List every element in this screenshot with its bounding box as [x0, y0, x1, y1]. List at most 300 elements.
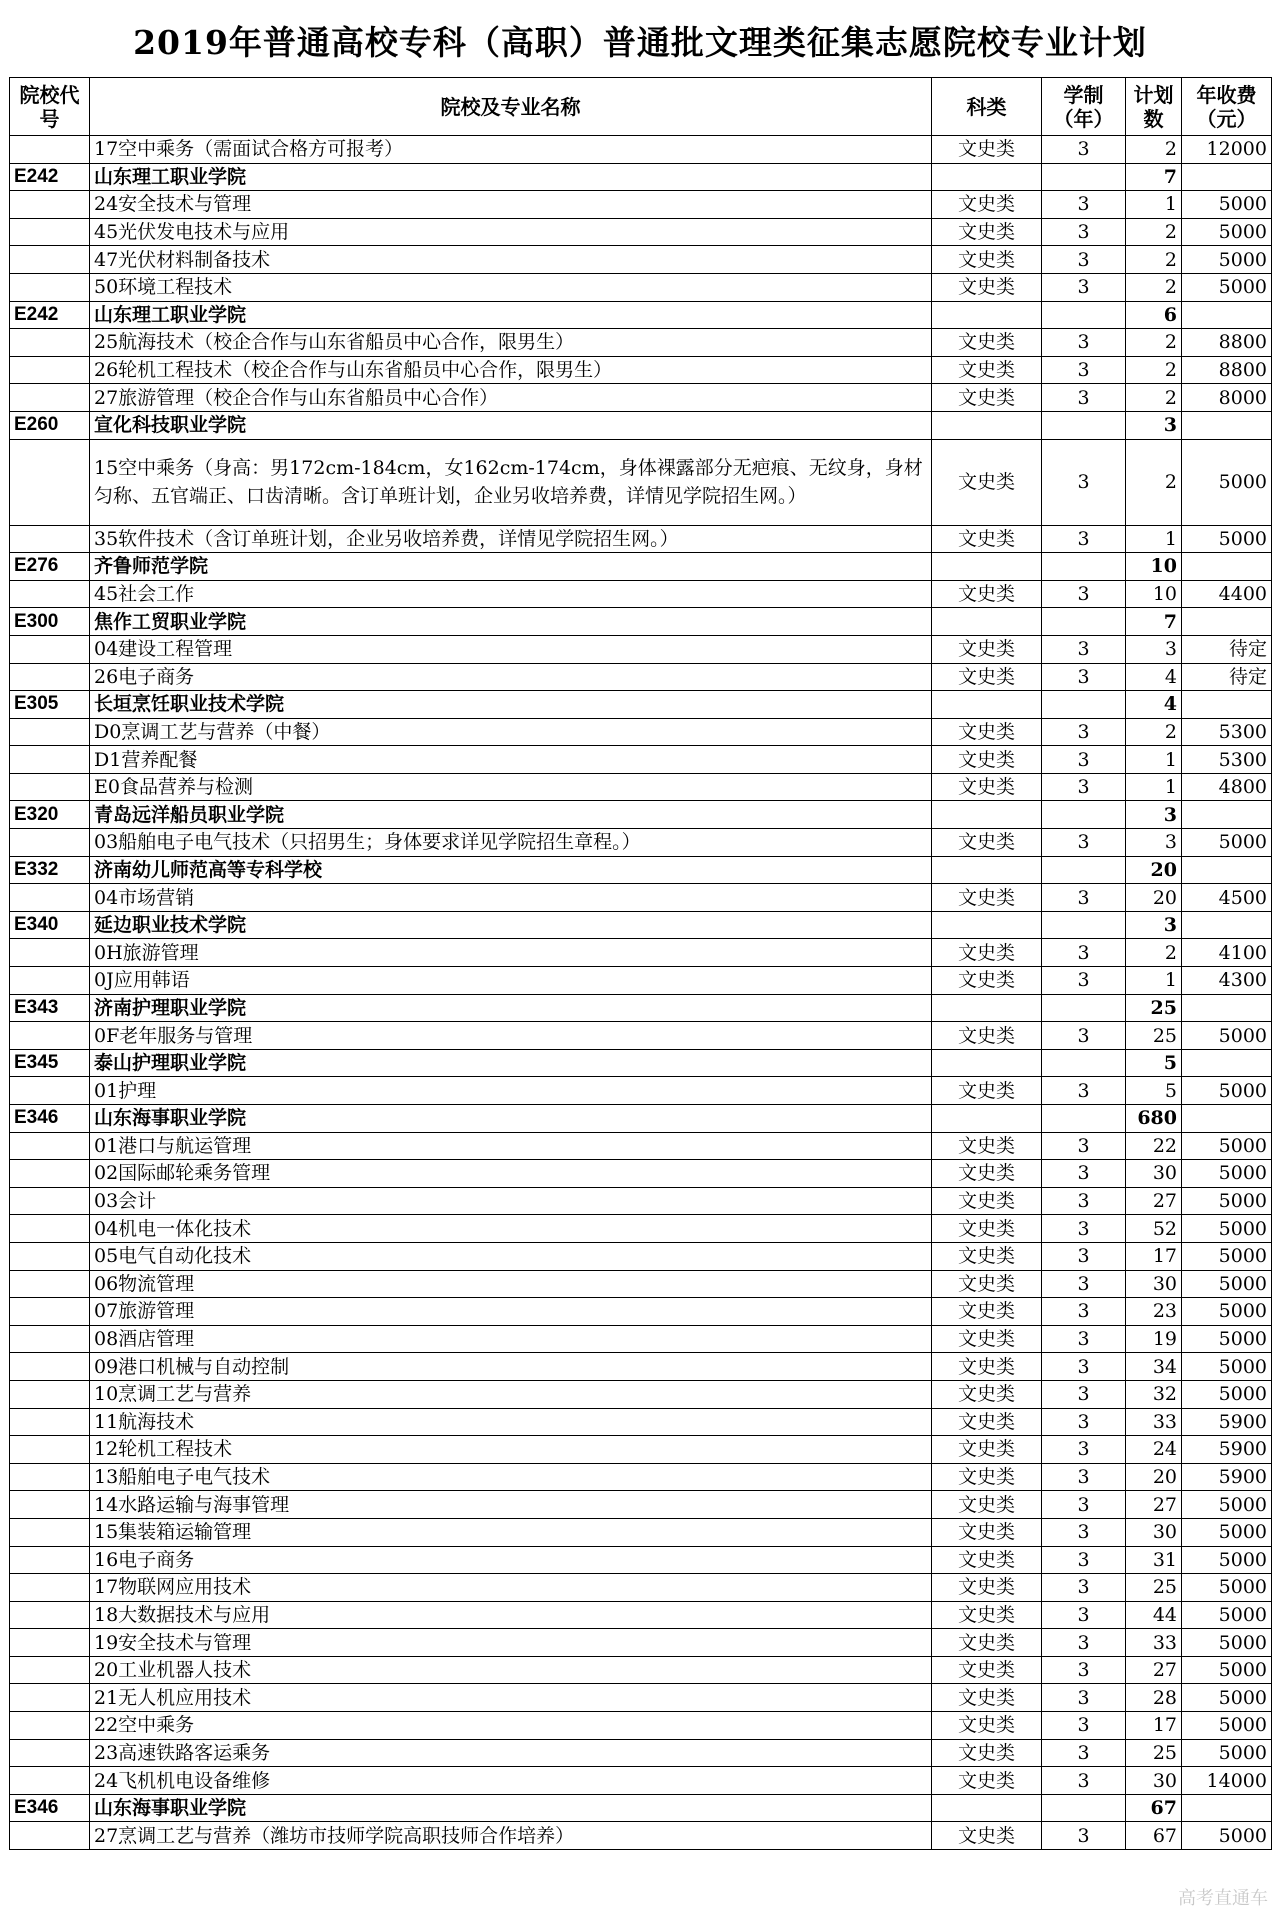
major-name-cell: 04市场营销: [90, 884, 932, 912]
school-code-cell: [10, 829, 90, 857]
major-row: [10, 1380, 1272, 1408]
category-cell: 文史类: [932, 1298, 1042, 1326]
major-name-cell: 21无人机应用技术: [90, 1684, 932, 1712]
plan-count-cell: 4: [1126, 663, 1182, 691]
plan-count-cell: 1: [1126, 525, 1182, 553]
school-code-cell: [10, 1242, 90, 1270]
fee-cell: 8000: [1182, 384, 1272, 412]
years-cell: 3: [1042, 1629, 1126, 1657]
school-code-cell: [10, 1215, 90, 1243]
plan-total-cell: 10: [1126, 553, 1182, 581]
school-code-cell: [10, 1656, 90, 1684]
fee-cell: [1182, 608, 1272, 636]
major-name-cell: 14水路运输与海事管理: [90, 1491, 932, 1519]
major-row: [10, 1270, 1272, 1298]
fee-cell: 5000: [1182, 1270, 1272, 1298]
major-name-cell: 11航海技术: [90, 1408, 932, 1436]
major-row: [10, 718, 1272, 746]
plan-total-cell: 6: [1126, 301, 1182, 329]
major-row: [10, 1822, 1272, 1850]
major-name-cell: 04建设工程管理: [90, 635, 932, 663]
major-row: [10, 1518, 1272, 1546]
category-cell: [932, 801, 1042, 829]
major-name-cell: 03船舶电子电气技术（只招男生；身体要求详见学院招生章程。）: [90, 829, 932, 857]
major-name-cell: 06物流管理: [90, 1270, 932, 1298]
fee-cell: [1182, 856, 1272, 884]
plan-count-cell: 24: [1126, 1436, 1182, 1464]
years-cell: 3: [1042, 1353, 1126, 1381]
school-code-cell: [10, 1380, 90, 1408]
school-code-cell: E340: [10, 911, 90, 939]
major-row: [10, 1353, 1272, 1381]
fee-cell: 4800: [1182, 773, 1272, 801]
school-code-cell: E332: [10, 856, 90, 884]
category-cell: 文史类: [932, 1546, 1042, 1574]
fee-cell: 12000: [1182, 136, 1272, 164]
category-cell: [932, 1105, 1042, 1133]
category-cell: 文史类: [932, 1215, 1042, 1243]
major-name-cell: 15空中乘务（身高：男172cm-184cm，女162cm-174cm，身体裸露部分无疤痕、无纹身，身材匀称、五官端正、口齿清晰。含订单班计划，企业另收培养费，详情见学院招生网。）: [90, 439, 932, 525]
major-name-cell: 0J应用韩语: [90, 967, 932, 995]
major-name-cell: 05电气自动化技术: [90, 1242, 932, 1270]
category-cell: 文史类: [932, 1739, 1042, 1767]
plan-count-cell: 3: [1126, 829, 1182, 857]
years-cell: [1042, 1049, 1126, 1077]
major-row: [10, 246, 1272, 274]
years-cell: 3: [1042, 191, 1126, 219]
major-row: [10, 1574, 1272, 1602]
category-cell: 文史类: [932, 525, 1042, 553]
category-cell: 文史类: [932, 1132, 1042, 1160]
plan-count-cell: 5: [1126, 1077, 1182, 1105]
fee-cell: [1182, 691, 1272, 719]
years-cell: 3: [1042, 773, 1126, 801]
major-name-cell: 15集装箱运输管理: [90, 1518, 932, 1546]
school-code-cell: [10, 1325, 90, 1353]
years-cell: 3: [1042, 1739, 1126, 1767]
major-row: [10, 1408, 1272, 1436]
school-code-cell: [10, 1767, 90, 1795]
major-row: [10, 356, 1272, 384]
major-row: [10, 1242, 1272, 1270]
school-name-cell: 宣化科技职业学院: [90, 411, 932, 439]
category-cell: 文史类: [932, 273, 1042, 301]
school-code-cell: [10, 1463, 90, 1491]
years-cell: [1042, 911, 1126, 939]
major-row: [10, 884, 1272, 912]
major-name-cell: 01港口与航运管理: [90, 1132, 932, 1160]
category-cell: 文史类: [932, 136, 1042, 164]
major-row: [10, 1463, 1272, 1491]
major-name-cell: 19安全技术与管理: [90, 1629, 932, 1657]
category-cell: 文史类: [932, 384, 1042, 412]
category-cell: [932, 411, 1042, 439]
school-name-cell: 山东海事职业学院: [90, 1794, 932, 1822]
years-cell: [1042, 994, 1126, 1022]
plan-total-cell: 25: [1126, 994, 1182, 1022]
school-row: [10, 1794, 1272, 1822]
years-cell: 3: [1042, 356, 1126, 384]
school-row: [10, 608, 1272, 636]
school-code-cell: [10, 246, 90, 274]
fee-cell: 待定: [1182, 635, 1272, 663]
fee-cell: 5000: [1182, 1353, 1272, 1381]
major-row: [10, 1712, 1272, 1740]
school-code-cell: [10, 1160, 90, 1188]
plan-count-cell: 28: [1126, 1684, 1182, 1712]
fee-cell: 5000: [1182, 1601, 1272, 1629]
years-cell: [1042, 301, 1126, 329]
fee-cell: 5000: [1182, 1187, 1272, 1215]
years-cell: [1042, 691, 1126, 719]
major-row: [10, 1187, 1272, 1215]
major-row: [10, 829, 1272, 857]
school-name-cell: 长垣烹饪职业技术学院: [90, 691, 932, 719]
school-code-cell: [10, 939, 90, 967]
years-cell: [1042, 856, 1126, 884]
major-row: [10, 384, 1272, 412]
plan-count-cell: 30: [1126, 1767, 1182, 1795]
school-code-cell: [10, 1518, 90, 1546]
school-code-cell: [10, 356, 90, 384]
fee-cell: 5000: [1182, 1325, 1272, 1353]
category-cell: 文史类: [932, 1242, 1042, 1270]
school-code-cell: E305: [10, 691, 90, 719]
category-cell: 文史类: [932, 1160, 1042, 1188]
years-cell: [1042, 553, 1126, 581]
category-cell: 文史类: [932, 1270, 1042, 1298]
category-cell: 文史类: [932, 1767, 1042, 1795]
years-cell: 3: [1042, 439, 1126, 525]
fee-cell: 5000: [1182, 1739, 1272, 1767]
school-code-cell: E320: [10, 801, 90, 829]
category-cell: [932, 856, 1042, 884]
school-name-cell: 山东理工职业学院: [90, 301, 932, 329]
school-code-cell: [10, 1022, 90, 1050]
major-name-cell: 24飞机机电设备维修: [90, 1767, 932, 1795]
plan-count-cell: 27: [1126, 1491, 1182, 1519]
school-code-cell: [10, 1574, 90, 1602]
school-name-cell: 泰山护理职业学院: [90, 1049, 932, 1077]
major-name-cell: 26轮机工程技术（校企合作与山东省船员中心合作，限男生）: [90, 356, 932, 384]
category-cell: 文史类: [932, 1574, 1042, 1602]
category-cell: 文史类: [932, 1656, 1042, 1684]
fee-cell: 5000: [1182, 1298, 1272, 1326]
category-cell: [932, 163, 1042, 191]
years-cell: [1042, 163, 1126, 191]
fee-cell: 5300: [1182, 718, 1272, 746]
category-cell: [932, 1049, 1042, 1077]
major-name-cell: 17物联网应用技术: [90, 1574, 932, 1602]
school-code-cell: [10, 384, 90, 412]
school-code-cell: [10, 580, 90, 608]
header-plan-count: 计划数: [1126, 78, 1182, 136]
fee-cell: 4300: [1182, 967, 1272, 995]
major-row: [10, 1767, 1272, 1795]
category-cell: 文史类: [932, 246, 1042, 274]
school-row: [10, 1105, 1272, 1133]
major-name-cell: 45光伏发电技术与应用: [90, 218, 932, 246]
fee-cell: 5900: [1182, 1463, 1272, 1491]
fee-cell: 5000: [1182, 1574, 1272, 1602]
years-cell: 3: [1042, 1215, 1126, 1243]
plan-count-cell: 2: [1126, 136, 1182, 164]
years-cell: 3: [1042, 1242, 1126, 1270]
years-cell: 3: [1042, 1325, 1126, 1353]
category-cell: 文史类: [932, 1077, 1042, 1105]
plan-count-cell: 10: [1126, 580, 1182, 608]
major-name-cell: D1营养配餐: [90, 746, 932, 774]
years-cell: 3: [1042, 525, 1126, 553]
category-cell: 文史类: [932, 356, 1042, 384]
category-cell: 文史类: [932, 1187, 1042, 1215]
school-code-cell: E242: [10, 301, 90, 329]
fee-cell: 5000: [1182, 1380, 1272, 1408]
fee-cell: 5000: [1182, 1491, 1272, 1519]
fee-cell: 5900: [1182, 1408, 1272, 1436]
major-name-cell: 50环境工程技术: [90, 273, 932, 301]
plan-count-cell: 32: [1126, 1380, 1182, 1408]
fee-cell: 5000: [1182, 1822, 1272, 1850]
school-code-cell: [10, 1187, 90, 1215]
major-row: [10, 939, 1272, 967]
years-cell: 3: [1042, 1518, 1126, 1546]
years-cell: 3: [1042, 1822, 1126, 1850]
category-cell: 文史类: [932, 1684, 1042, 1712]
years-cell: 3: [1042, 1270, 1126, 1298]
years-cell: 3: [1042, 1160, 1126, 1188]
school-name-cell: 山东理工职业学院: [90, 163, 932, 191]
major-name-cell: 13船舶电子电气技术: [90, 1463, 932, 1491]
years-cell: [1042, 1794, 1126, 1822]
school-code-cell: [10, 1270, 90, 1298]
category-cell: 文史类: [932, 1822, 1042, 1850]
plan-count-cell: 30: [1126, 1518, 1182, 1546]
years-cell: 3: [1042, 967, 1126, 995]
major-row: [10, 1077, 1272, 1105]
fee-cell: [1182, 1794, 1272, 1822]
category-cell: 文史类: [932, 1518, 1042, 1546]
plan-count-cell: 2: [1126, 718, 1182, 746]
school-code-cell: [10, 663, 90, 691]
category-cell: 文史类: [932, 939, 1042, 967]
major-name-cell: 04机电一体化技术: [90, 1215, 932, 1243]
years-cell: 3: [1042, 635, 1126, 663]
plan-count-cell: 52: [1126, 1215, 1182, 1243]
years-cell: 3: [1042, 1408, 1126, 1436]
category-cell: 文史类: [932, 635, 1042, 663]
years-cell: 3: [1042, 1546, 1126, 1574]
plan-count-cell: 2: [1126, 939, 1182, 967]
major-name-cell: 27烹调工艺与营养（潍坊市技师学院高职技师合作培养）: [90, 1822, 932, 1850]
header-school-major-name: 院校及专业名称: [90, 78, 932, 136]
plan-count-cell: 2: [1126, 246, 1182, 274]
fee-cell: 4500: [1182, 884, 1272, 912]
plan-total-cell: 4: [1126, 691, 1182, 719]
years-cell: 3: [1042, 1077, 1126, 1105]
header-years: 学制（年）: [1042, 78, 1126, 136]
years-cell: 3: [1042, 1767, 1126, 1795]
school-name-cell: 济南护理职业学院: [90, 994, 932, 1022]
years-cell: 3: [1042, 829, 1126, 857]
plan-count-cell: 30: [1126, 1160, 1182, 1188]
category-cell: [932, 608, 1042, 636]
plan-count-cell: 33: [1126, 1629, 1182, 1657]
school-code-cell: E346: [10, 1105, 90, 1133]
major-name-cell: 25航海技术（校企合作与山东省船员中心合作，限男生）: [90, 329, 932, 357]
years-cell: 3: [1042, 218, 1126, 246]
plan-count-cell: 1: [1126, 191, 1182, 219]
plan-count-cell: 30: [1126, 1270, 1182, 1298]
major-row: [10, 1629, 1272, 1657]
category-cell: 文史类: [932, 191, 1042, 219]
major-row: [10, 1298, 1272, 1326]
school-code-cell: [10, 1491, 90, 1519]
fee-cell: 5000: [1182, 1022, 1272, 1050]
plan-count-cell: 2: [1126, 218, 1182, 246]
category-cell: 文史类: [932, 884, 1042, 912]
major-name-cell: 45社会工作: [90, 580, 932, 608]
major-row: [10, 1546, 1272, 1574]
fee-cell: 5000: [1182, 1132, 1272, 1160]
major-name-cell: 09港口机械与自动控制: [90, 1353, 932, 1381]
category-cell: 文史类: [932, 1712, 1042, 1740]
fee-cell: [1182, 994, 1272, 1022]
major-name-cell: 0H旅游管理: [90, 939, 932, 967]
major-row: [10, 746, 1272, 774]
years-cell: [1042, 608, 1126, 636]
fee-cell: 5000: [1182, 1215, 1272, 1243]
major-row: [10, 1022, 1272, 1050]
major-row: [10, 1325, 1272, 1353]
major-row: [10, 1436, 1272, 1464]
major-name-cell: 26电子商务: [90, 663, 932, 691]
fee-cell: 5000: [1182, 525, 1272, 553]
years-cell: 3: [1042, 1656, 1126, 1684]
plan-count-cell: 27: [1126, 1187, 1182, 1215]
school-code-cell: [10, 884, 90, 912]
major-name-cell: 17空中乘务（需面试合格方可报考）: [90, 136, 932, 164]
plan-count-cell: 27: [1126, 1656, 1182, 1684]
school-code-cell: [10, 635, 90, 663]
school-row: [10, 1049, 1272, 1077]
fee-cell: 5900: [1182, 1436, 1272, 1464]
fee-cell: 5000: [1182, 1712, 1272, 1740]
category-cell: 文史类: [932, 1325, 1042, 1353]
category-cell: [932, 553, 1042, 581]
fee-cell: [1182, 911, 1272, 939]
plan-total-cell: 7: [1126, 608, 1182, 636]
school-code-cell: [10, 1684, 90, 1712]
fee-cell: 5000: [1182, 273, 1272, 301]
plan-count-cell: 22: [1126, 1132, 1182, 1160]
years-cell: 3: [1042, 384, 1126, 412]
school-code-cell: [10, 1132, 90, 1160]
school-name-cell: 济南幼儿师范高等专科学校: [90, 856, 932, 884]
years-cell: 3: [1042, 884, 1126, 912]
plan-total-cell: 3: [1126, 411, 1182, 439]
major-row: [10, 1215, 1272, 1243]
school-code-cell: [10, 1712, 90, 1740]
fee-cell: 8800: [1182, 329, 1272, 357]
plan-count-cell: 2: [1126, 329, 1182, 357]
school-row: [10, 163, 1272, 191]
major-row: [10, 580, 1272, 608]
school-row: [10, 553, 1272, 581]
major-name-cell: 22空中乘务: [90, 1712, 932, 1740]
major-name-cell: 10烹调工艺与营养: [90, 1380, 932, 1408]
school-code-cell: [10, 218, 90, 246]
plan-count-cell: 20: [1126, 1463, 1182, 1491]
fee-cell: 5000: [1182, 1160, 1272, 1188]
fee-cell: [1182, 1049, 1272, 1077]
fee-cell: [1182, 801, 1272, 829]
school-code-cell: [10, 1629, 90, 1657]
years-cell: [1042, 1105, 1126, 1133]
school-code-cell: [10, 329, 90, 357]
school-name-cell: 青岛远洋船员职业学院: [90, 801, 932, 829]
school-code-cell: E346: [10, 1794, 90, 1822]
major-name-cell: 24安全技术与管理: [90, 191, 932, 219]
plan-total-cell: 5: [1126, 1049, 1182, 1077]
category-cell: [932, 691, 1042, 719]
category-cell: 文史类: [932, 1463, 1042, 1491]
school-code-cell: [10, 525, 90, 553]
years-cell: 3: [1042, 580, 1126, 608]
table-header-row: [10, 78, 1272, 136]
years-cell: 3: [1042, 1187, 1126, 1215]
major-row: [10, 1601, 1272, 1629]
fee-cell: 4100: [1182, 939, 1272, 967]
school-code-cell: [10, 1546, 90, 1574]
table-body: [10, 136, 1272, 1850]
plan-total-cell: 3: [1126, 911, 1182, 939]
school-code-cell: [10, 1739, 90, 1767]
major-name-cell: 02国际邮轮乘务管理: [90, 1160, 932, 1188]
years-cell: 3: [1042, 136, 1126, 164]
major-name-cell: 01护理: [90, 1077, 932, 1105]
school-code-cell: [10, 191, 90, 219]
header-category: 科类: [932, 78, 1042, 136]
category-cell: 文史类: [932, 1436, 1042, 1464]
major-row: [10, 1684, 1272, 1712]
years-cell: [1042, 801, 1126, 829]
school-row: [10, 856, 1272, 884]
header-annual-fee: 年收费（元）: [1182, 78, 1272, 136]
category-cell: 文史类: [932, 746, 1042, 774]
years-cell: 3: [1042, 1436, 1126, 1464]
plan-count-cell: 19: [1126, 1325, 1182, 1353]
major-row: [10, 1491, 1272, 1519]
fee-cell: [1182, 553, 1272, 581]
major-row: [10, 329, 1272, 357]
school-code-cell: [10, 439, 90, 525]
plan-count-cell: 17: [1126, 1242, 1182, 1270]
school-row: [10, 994, 1272, 1022]
page-title: 2019年普通高校专科（高职）普通批文理类征集志愿院校专业计划: [133, 23, 1147, 62]
years-cell: 3: [1042, 273, 1126, 301]
major-row: [10, 525, 1272, 553]
plan-count-cell: 25: [1126, 1574, 1182, 1602]
school-name-cell: 齐鲁师范学院: [90, 553, 932, 581]
years-cell: 3: [1042, 718, 1126, 746]
major-row: [10, 218, 1272, 246]
category-cell: 文史类: [932, 718, 1042, 746]
school-code-cell: [10, 136, 90, 164]
major-row: [10, 1160, 1272, 1188]
plan-count-cell: 67: [1126, 1822, 1182, 1850]
years-cell: 3: [1042, 1380, 1126, 1408]
